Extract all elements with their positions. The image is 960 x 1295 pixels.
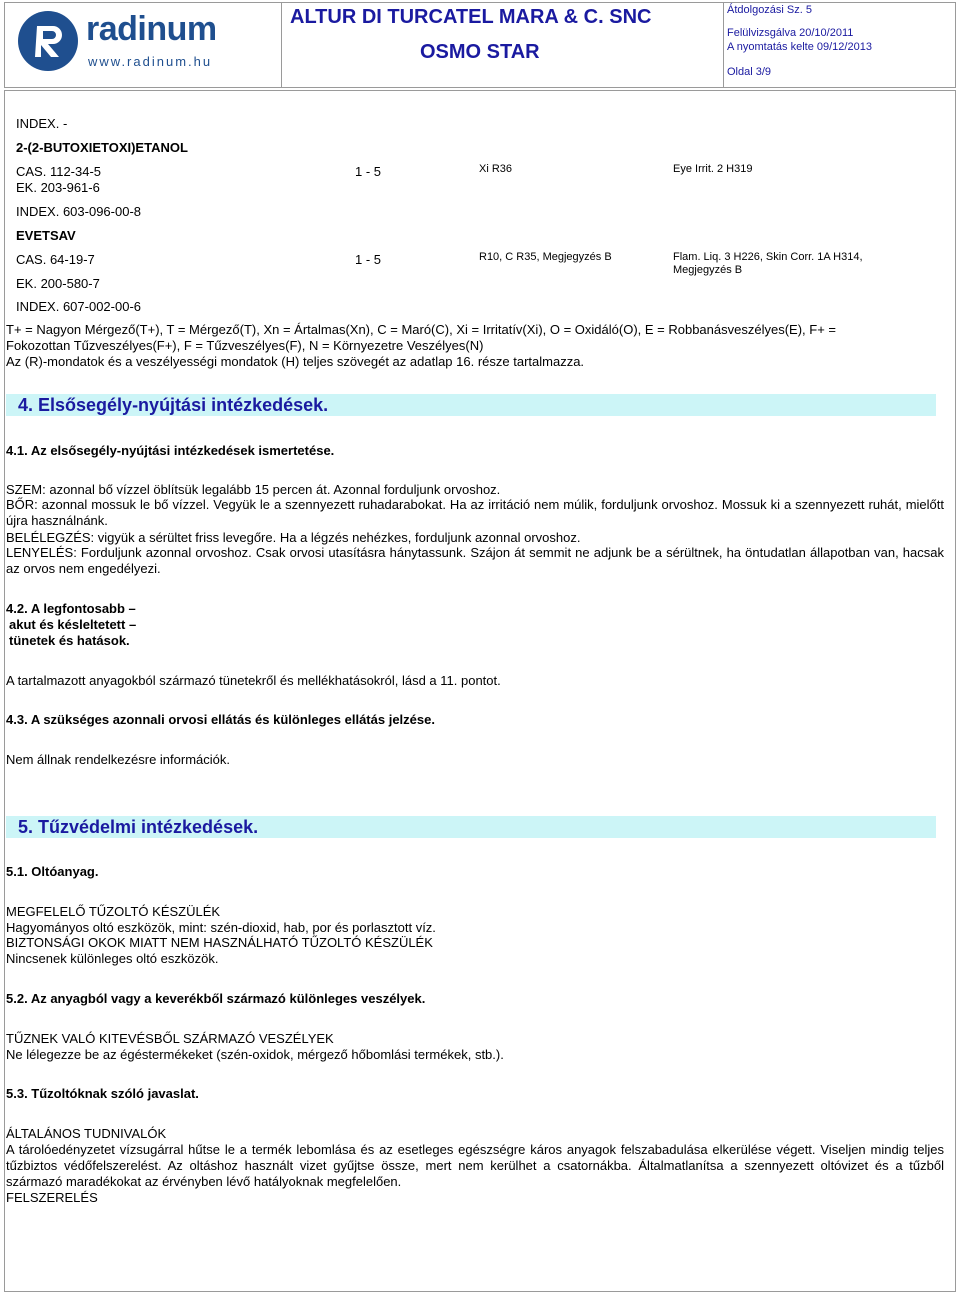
legend-note: Az (R)-mondatok és a veszélyességi mondatok (H) teljes szövegét az adatlap 16. része tartalmazza. [6, 354, 585, 369]
first-aid-skin: BŐR: azonnal mossuk le bő vízzel. Vegyük le a szennyezett ruhadarabokat. Ha az irritáció nem múlik, forduljunk orvoshoz. Mossuk ki a szennyezett ruhát, mielőtt újra használnánk. [6, 497, 944, 528]
radinum-logo [8, 4, 238, 78]
component-clp-classification: Flam. Liq. 3 H226, Skin Corr. 1A H314, [673, 251, 863, 263]
block-text: Ne lélegezze be az égéstermékeket (szén-oxidok, mérgező hőbomlási termékek, stb.). [6, 1047, 504, 1062]
logo-wordmark: radinum [86, 10, 217, 48]
block-text: Hagyományos oltó eszközök, mint: szén-dioxid, hab, por és porlasztott víz. [6, 920, 436, 935]
component-ek: EK. 203-961-6 [16, 180, 100, 195]
header-divider [723, 3, 724, 87]
block-heading: TŰZNEK VALÓ KITEVÉSBŐL SZÁRMAZÓ VESZÉLYEK [6, 1031, 334, 1046]
page-number: Oldal 3/9 [727, 66, 772, 78]
block-heading: BIZTONSÁGI OKOK MIATT NEM HASZNÁLHATÓ TŰZOLTÓ KÉSZÜLÉK [6, 935, 433, 950]
component-clp-classification: Eye Irrit. 2 H319 [673, 163, 753, 175]
legend-line: T+ = Nagyon Mérgező(T+), T = Mérgező(T), Xn = Ártalmas(Xn), C = Maró(C), Xi = Irritatív(Xi), O = Oxidáló(O), E = Robbanásveszélyes(E), F+ = [6, 322, 836, 337]
subsection-title: 5.1. Oltóanyag. [6, 864, 99, 879]
subsection-title: tünetek és hatások. [9, 633, 130, 648]
subsection-title: 5.2. Az anyagból vagy a keverékből származó különleges veszélyek. [6, 991, 426, 1006]
component-concentration: 1 - 5 [355, 164, 382, 179]
section-heading-bar [6, 394, 936, 416]
first-aid-ingestion: LENYELÉS: Forduljunk azonnal orvoshoz. Csak orvosi utasításra hánytassunk. Szájon át semmit ne adjunk be a sérültnek, ha öntudatlan állapotban van, hacsak az orvos nem engedélyezi. [6, 545, 944, 576]
component-ek: EK. 200-580-7 [16, 276, 100, 291]
content-frame [4, 90, 956, 1292]
subsection-title: 4.3. A szükséges azonnali orvosi ellátás és különleges ellátás jelzése. [6, 712, 435, 727]
section-heading-bar [6, 816, 936, 838]
component-cas: CAS. 64-19-7 [16, 252, 95, 267]
component-index: INDEX. 603-096-00-8 [16, 204, 142, 219]
component-r-classification: R10, C R35, Megjegyzés B [479, 251, 612, 263]
block-heading: MEGFELELŐ TŰZOLTÓ KÉSZÜLÉK [6, 904, 221, 919]
first-aid-inhalation: BELÉLEGZÉS: vigyük a sérültet friss levegőre. Ha a légzés nehézkes, forduljunk azonnal orvoshoz. [6, 530, 581, 545]
block-heading: FELSZERELÉS [6, 1190, 98, 1205]
header-divider [281, 3, 282, 87]
block-text: A tárolóedényzetet vízsugárral hűtse le a termék lebomlása és az esetleges egészségre káros anyagok felszabadulása elkerülése végett. Viseljen mindig teljes tűzbiztos védőfelszerelést. Az oltáshoz használt vizet gyűjtse össze, mert nem kerülhet a csatornákba. Általmatlanítsa a szennyezett oltóvizet és a tűzből származó maradékokat az érvényben lévő hatályoknak megfelelően. [6, 1142, 944, 1189]
component-cas: CAS. 112-34-5 [16, 164, 102, 179]
logo-url: www.radinum.hu [88, 54, 213, 69]
company-name: ALTUR DI TURCATEL MARA & C. SNC [290, 6, 652, 28]
print-date: A nyomtatás kelte 09/12/2013 [727, 41, 872, 53]
component-name: EVETSAV [16, 228, 76, 243]
product-name: OSMO STAR [420, 41, 540, 63]
medical-care-text: Nem állnak rendelkezésre információk. [6, 752, 230, 767]
subsection-title: 4.1. Az elsősegély-nyújtási intézkedések ismertetése. [6, 443, 335, 458]
block-text: Nincsenek különleges oltó eszközök. [6, 951, 219, 966]
section-title: 5. Tűzvédelmi intézkedések. [18, 817, 259, 837]
section-title: 4. Elsősegély-nyújtási intézkedések. [18, 395, 329, 415]
subsection-title: akut és késleltetett – [9, 617, 137, 632]
component-concentration: 1 - 5 [355, 252, 382, 267]
component-index: INDEX. 607-002-00-6 [16, 299, 142, 314]
component-clp-classification: Megjegyzés B [673, 264, 743, 276]
component-r-classification: Xi R36 [479, 163, 513, 175]
symptoms-text: A tartalmazott anyagokból származó tünetekről és mellékhatásokról, lásd a 11. pontot. [6, 673, 501, 688]
block-heading: ÁLTALÁNOS TUDNIVALÓK [6, 1126, 167, 1141]
subsection-title: 4.2. A legfontosabb – [6, 601, 136, 616]
revision-number: Átdolgozási Sz. 5 [727, 4, 812, 16]
component-index: INDEX. - [16, 116, 68, 131]
first-aid-eye: SZEM: azonnal bő vízzel öblítsük legalább 15 percen át. Azonnal forduljunk orvoshoz. [6, 482, 501, 497]
component-name: 2-(2-BUTOXIETOXI)ETANOL [16, 140, 188, 155]
review-date: Felülvizsgálva 20/10/2011 [727, 27, 854, 39]
legend-line: Fokozottan Tűzveszélyes(F+), F = Tűzveszélyes(F), N = Környezetre Veszélyes(N) [6, 338, 484, 353]
subsection-title: 5.3. Tűzoltóknak szóló javaslat. [6, 1086, 199, 1101]
